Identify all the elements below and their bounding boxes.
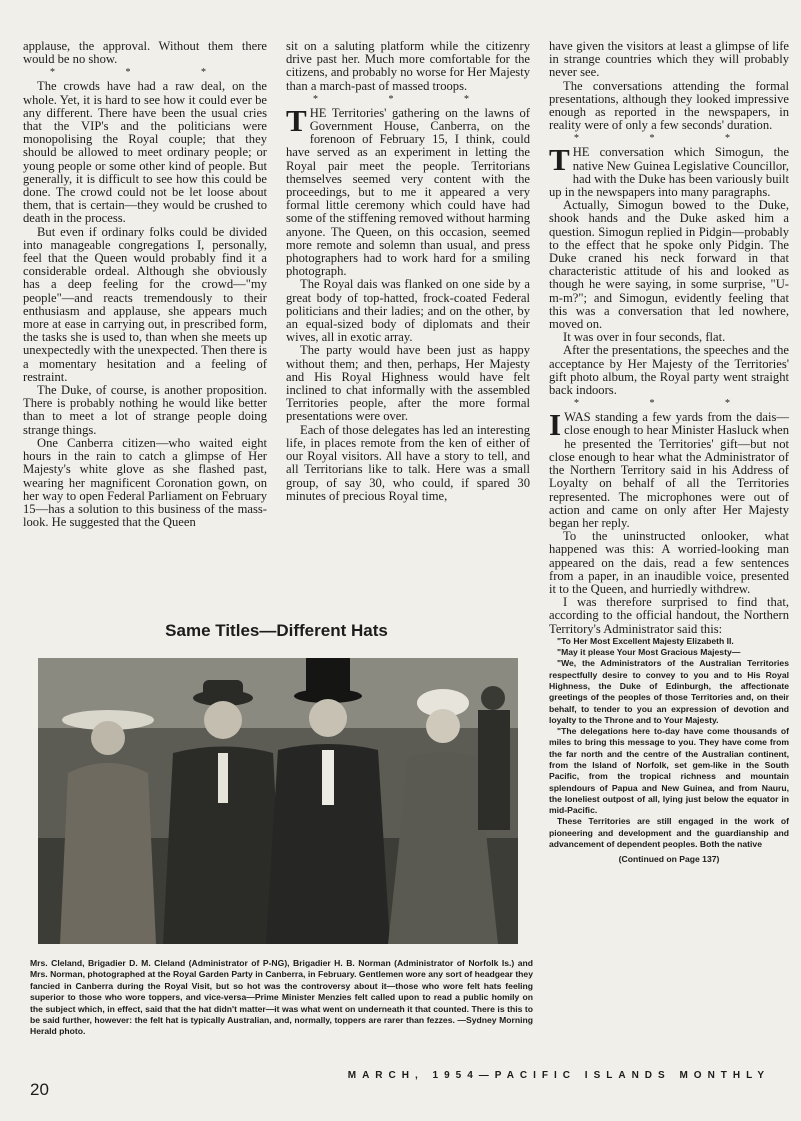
- quote-paragraph: "We, the Administrators of the Australian Territories respectfully desire to convey to you and to His Royal Highness, the Duke of Edinburgh, the affectionate greetings of the peoples of those Territories and, on their behalf, to tender to you an expression of devotion and loyalty to the Throne and to Your Majesty.: [549, 658, 789, 725]
- paragraph: I was therefore surprised to find that, according to the official handout, the Northern Territory's Administrator said this:: [549, 595, 789, 636]
- drop-cap: T: [286, 102, 307, 138]
- paragraph: Each of those delegates has led an interesting life, in places remote from the ken of either of our Royal visitors. All have a story to tell, and all Territorians like to talk. Here was a small group, of say 30, who could, if spared 30 minutes of precious Royal time,: [286, 422, 530, 503]
- paragraph: The Duke, of course, is another proposition. There is probably nothing he would like better than to meet a lot of strange people doing strange things.: [23, 383, 267, 437]
- paragraph: The crowds have had a raw deal, on the whole. Yet, it is hard to see how it could ever be any different. There have been the usual cries that the VIP's and the politicians were monopolising the Royal couple; that they should be allowed to meet ordinary people; or young people or some other kind of people. But generally, it is difficult to see how this could be done. The crowd could not be let loose about them, that is certain—they would be crushed to death in the process.: [23, 79, 267, 226]
- column-1: [23, 40, 267, 529]
- paragraph: sit on a saluting platform while the citizenry drive past her. Much more comfortable for the citizens, and probably no worse for Her Majesty than a march-past of massed troops.: [286, 39, 530, 93]
- photo-illustration: [38, 658, 518, 944]
- paragraph-with-dropcap: [549, 142, 789, 200]
- quote-paragraph: "To Her Most Excellent Majesty Elizabeth II.: [557, 635, 734, 646]
- paragraph: The Royal dais was flanked on one side by a great body of top-hatted, frock-coated Federal politicians and their ladies; and on the other, by an equal-sized body of diplomats and their wives, all in exotic array.: [286, 277, 530, 345]
- paragraph: It was over in four seconds, flat.: [563, 330, 726, 345]
- paragraph: The party would have been just as happy without them; and then, perhaps, Her Majesty and His Royal Highness would have felt inclined to chat informally with the assembled Territories people, after the more formal presentations were over.: [286, 343, 530, 424]
- page-number: 20: [30, 1080, 49, 1099]
- quote-paragraph: These Territories are still engaged in the work of pioneering and development and the guardianship and advancement of dependent peoples. Both the native: [549, 816, 789, 850]
- paragraph-with-dropcap: [286, 102, 530, 279]
- photograph: [38, 658, 518, 944]
- quote-paragraph: "The delegations here to-day have come thousands of miles to bring this message to you. They have come from the far north and the centre of the Australian continent, from the Island of Norfolk, set gem-like in the South Pacific, from the tropical richness and mountain splendours of Papua and New Guinea, and from Nauru, the loneliest outpost of all, lying just below the equator in mid-Pacific.: [549, 726, 789, 816]
- column-2: [286, 40, 530, 503]
- photo-headline: Same Titles—Different Hats: [165, 621, 388, 640]
- paragraph: The conversations attending the formal presentations, although they looked impressive enough as reported in the newspapers, in reality were of only a few seconds' duration.: [549, 78, 789, 133]
- drop-cap: I: [549, 407, 562, 443]
- paragraph-text: WAS standing a few yards from the dais—close enough to hear Minister Hasluck when he presented the Territories' gift—but not close enough to hear what the Administrator of the Northern Territory said in his Address of Loyalty on behalf of all the Territories represented. The microphones were out of action and came on only after Her Majesty began her reply.: [549, 410, 789, 530]
- section-divider: * * *: [313, 93, 503, 105]
- section-divider: * * *: [574, 398, 764, 410]
- paragraph: After the presentations, the speeches and the acceptance by Her Majesty of the Territories' gift photo album, the Royal party went straight back indoors.: [549, 343, 789, 398]
- paragraph: Actually, Simogun bowed to the Duke, shook hands and the Duke asked him a question. Simogun replied in Pidgin—probably to the effect that he spoke only Pidgin. The Duke craned his neck forward in that characteristic attitude of his and looked as though he were saying, in some surprise, "U-m-m?"; and Simogun, evidently feeling that this was a conversation that led nowhere, moved on.: [549, 198, 789, 332]
- running-footer: [30, 1070, 770, 1081]
- paragraph: have given the visitors at least a glimpse of life in strange countries which they will probably never see.: [549, 39, 789, 80]
- quoted-address: [549, 636, 789, 866]
- column-3: [549, 40, 789, 866]
- quote-paragraph: "May it please Your Most Gracious Majesty—: [557, 647, 741, 658]
- paragraph-with-dropcap: [549, 407, 789, 530]
- section-divider: * * *: [50, 67, 240, 79]
- paragraph: But even if ordinary folks could be divided into manageable congregations I, personally, feel that the Queen would probably find it a considerable ordeal. Although she obviously has a deep feeling for the crowd—"my people"—and reacts tremendously to their enthusiasm and applause, she appears much more at ease in carrying out, in prescribed form, the tasks she is used to, than when she meets up unexpectedly with the unexpected. Then there is a momentary hesitation and a feeling of restraint.: [23, 224, 267, 384]
- paragraph-text: HE Territories' gathering on the lawns of Government House, Canberra, on the forenoon of February 15, I think, could have served as an experiment in letting the Royal pair meet the people. Territorians themselves seemed very content with the proceedings, but to me it appeared a very formal little ceremony which could have had some of the stiffening removed without harming anyone. The Queen, on this occasion, seemed more remote and solemn than usual, and press photographers had to work hard for a smiling photograph.: [286, 105, 530, 279]
- paragraph-text: HE conversation which Simogun, the native New Guinea Legislative Councillor, had with the Duke has been variously built up in the newspapers into many paragraphs.: [549, 145, 789, 200]
- footer-text: MARCH, 1954—PACIFIC ISLANDS MONTHLY: [347, 1070, 770, 1081]
- paragraph: applause, the approval. Without them there would be no show.: [23, 39, 267, 67]
- continued-note: (Continued on Page 137): [618, 854, 720, 865]
- paragraph: One Canberra citizen—who waited eight hours in the rain to catch a glimpse of Her Majesty's white glove as she flashed past, wearing her magnificent Coronation gown, on her way to open Federal Parliament on February 15—has a solution to this business of the mass-look. He suggested that the Queen: [23, 435, 267, 530]
- photo-caption: Mrs. Cleland, Brigadier D. M. Cleland (Administrator of P-NG), Brigadier H. B. Norman (Administrator of Norfolk Is.) and Mrs. Norman, photographed at the Royal Garden Party in Canberra, in February. Gentlemen wore any sort of headgear they fancied in Canberra during the Royal Visit, but so hot was the controversy about it—those who wore felt hats feeling superior to those who wore toppers, and vice-versa—Prime Minister Menzies felt called upon to read a public homily on the subject which, in effect, said that the hat didn't matter—it was what went on underneath it that counted. There is this to be said further, however: the felt hat is typically Australian, and, normally, toppers are rarer than fezzes. —Sydney Morning Herald photo.: [30, 958, 533, 1037]
- paragraph: To the uninstructed onlooker, what happened was this: A worried-looking man appeared on the dais, read a few sentences from a paper, in an inaudible voice, presented it to the Queen, and hurriedly withdrew.: [549, 529, 789, 596]
- section-divider: * * *: [574, 133, 764, 145]
- drop-cap: T: [549, 142, 570, 178]
